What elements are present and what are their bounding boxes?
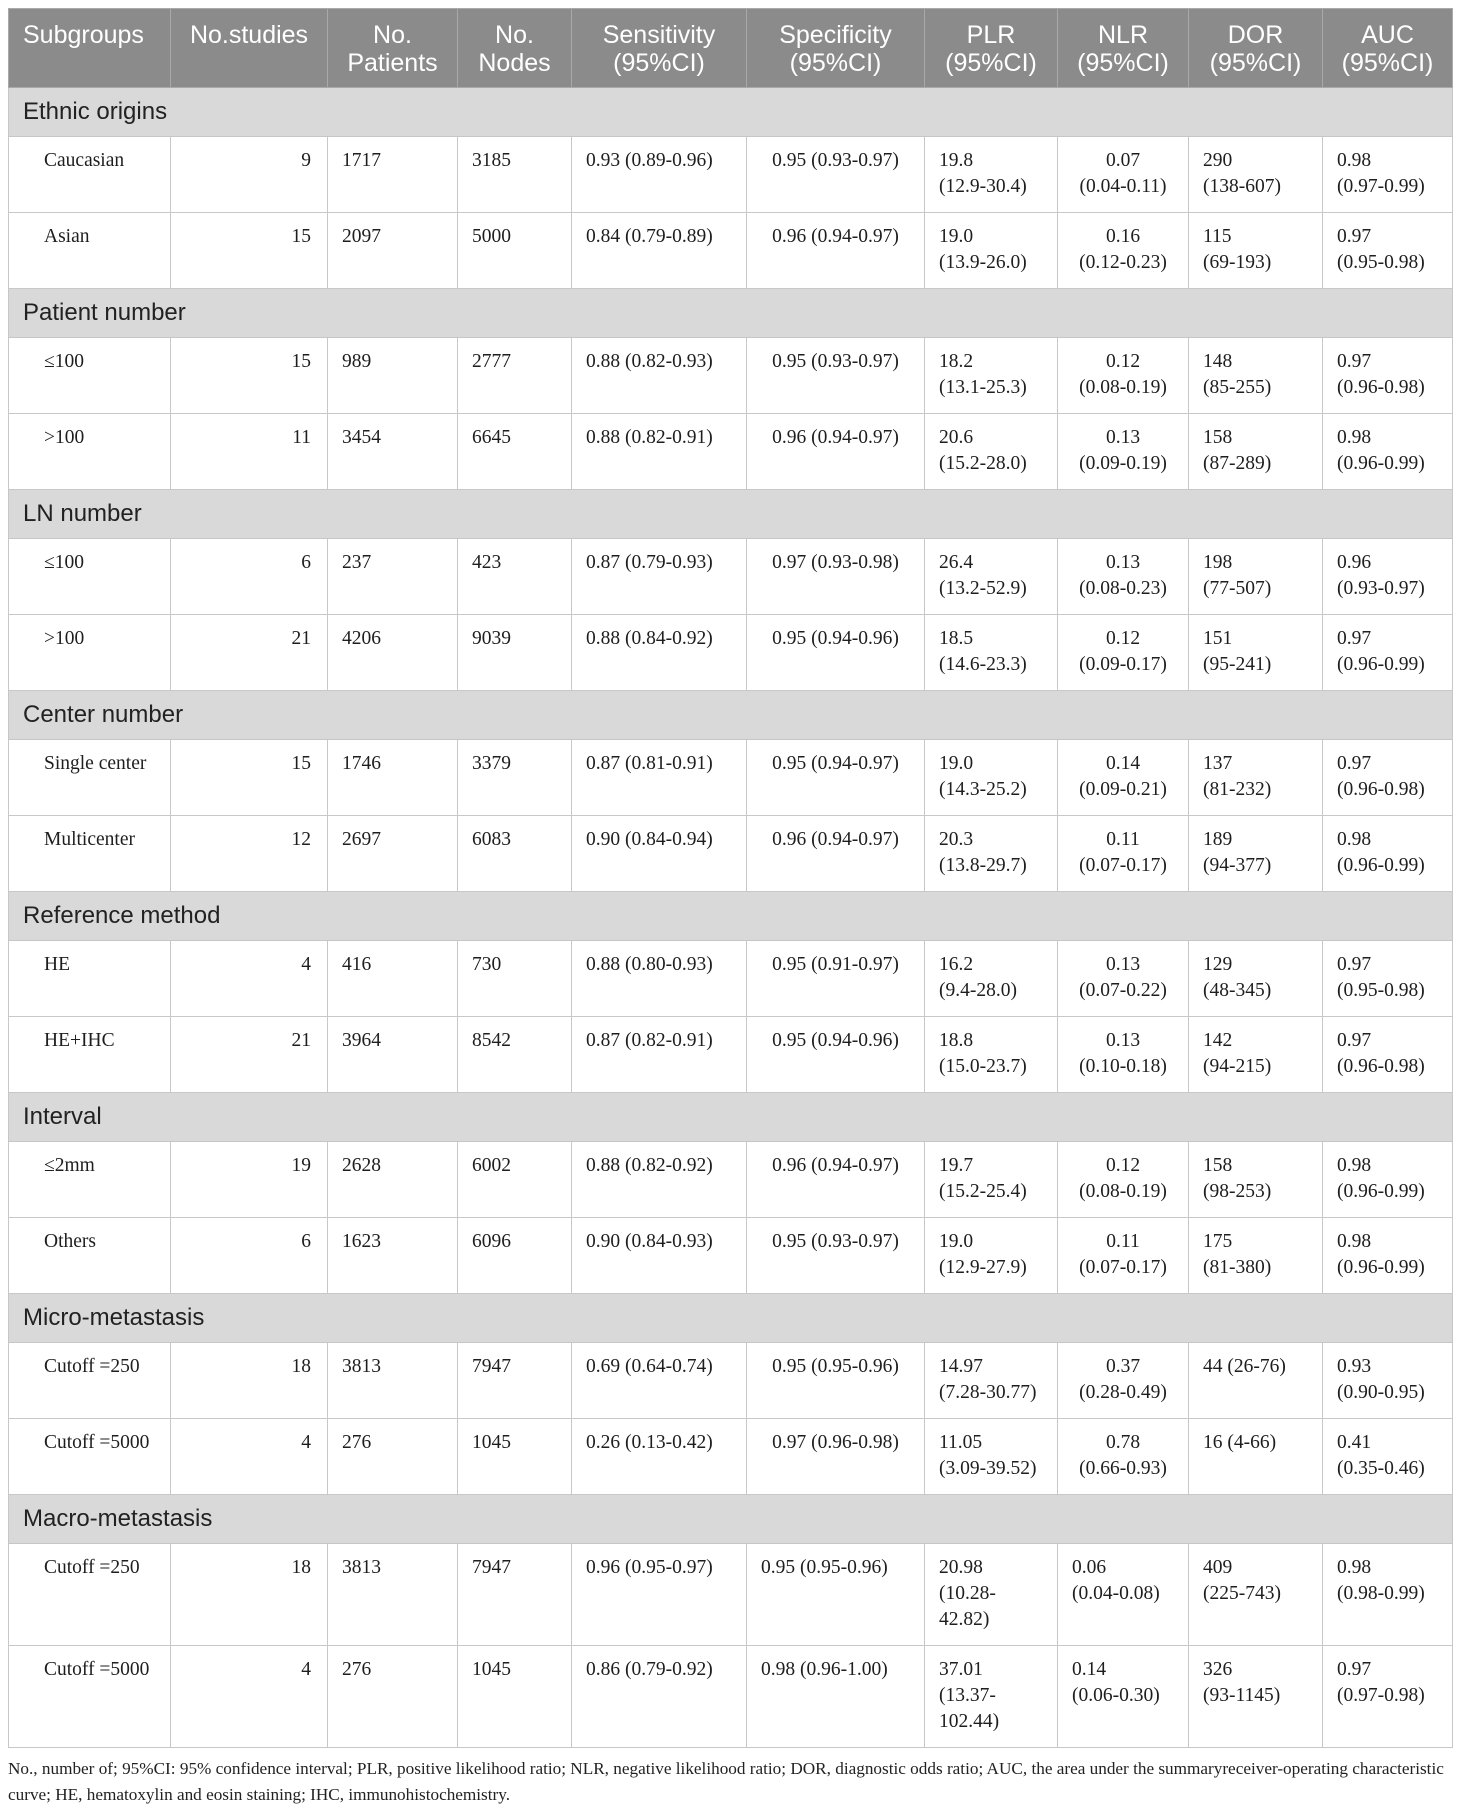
cell-nodes: 5000 [458, 213, 572, 289]
table-row [9, 137, 1453, 213]
cell-specificity: 0.96 (0.94-0.97) [747, 816, 925, 892]
cell-nodes: 6002 [458, 1142, 572, 1218]
section-group [9, 1495, 1453, 1748]
section-header-row [9, 289, 1453, 338]
section-group [9, 289, 1453, 490]
cell-nodes: 1045 [458, 1646, 572, 1748]
cell-specificity: 0.95 (0.93-0.97) [747, 1218, 925, 1294]
cell-dor: 409 (225-743) [1189, 1544, 1323, 1646]
cell-studies: 21 [171, 615, 328, 691]
cell-nodes: 7947 [458, 1544, 572, 1646]
column-header-subgroup: Subgroups [9, 9, 171, 88]
cell-auc: 0.98 (0.98-0.99) [1323, 1544, 1453, 1646]
cell-subgroup: Single center [9, 740, 171, 816]
cell-subgroup: Others [9, 1218, 171, 1294]
cell-dor: 137 (81-232) [1189, 740, 1323, 816]
table-row [9, 213, 1453, 289]
column-header-sensitivity: Sensitivity (95%CI) [572, 9, 747, 88]
cell-subgroup: HE+IHC [9, 1017, 171, 1093]
cell-nlr: 0.12 (0.09-0.17) [1058, 615, 1189, 691]
cell-nlr: 0.78 (0.66-0.93) [1058, 1419, 1189, 1495]
cell-patients: 1623 [328, 1218, 458, 1294]
section-group [9, 1093, 1453, 1294]
cell-nlr: 0.11 (0.07-0.17) [1058, 816, 1189, 892]
section-header-row [9, 691, 1453, 740]
cell-sensitivity: 0.69 (0.64-0.74) [572, 1343, 747, 1419]
cell-sensitivity: 0.88 (0.80-0.93) [572, 941, 747, 1017]
cell-plr: 19.0 (12.9-27.9) [925, 1218, 1058, 1294]
cell-studies: 21 [171, 1017, 328, 1093]
table-row [9, 615, 1453, 691]
section-group [9, 490, 1453, 691]
cell-patients: 276 [328, 1646, 458, 1748]
cell-auc: 0.97 (0.97-0.98) [1323, 1646, 1453, 1748]
cell-studies: 4 [171, 1646, 328, 1748]
cell-specificity: 0.97 (0.93-0.98) [747, 539, 925, 615]
cell-sensitivity: 0.87 (0.82-0.91) [572, 1017, 747, 1093]
table-row [9, 816, 1453, 892]
table-row [9, 740, 1453, 816]
cell-auc: 0.41 (0.35-0.46) [1323, 1419, 1453, 1495]
cell-studies: 15 [171, 740, 328, 816]
table-row [9, 414, 1453, 490]
cell-auc: 0.97 (0.95-0.98) [1323, 213, 1453, 289]
section-header-row [9, 1093, 1453, 1142]
section-group [9, 1294, 1453, 1495]
cell-specificity: 0.96 (0.94-0.97) [747, 1142, 925, 1218]
cell-nodes: 3185 [458, 137, 572, 213]
cell-auc: 0.98 (0.97-0.99) [1323, 137, 1453, 213]
cell-subgroup: HE [9, 941, 171, 1017]
section-group [9, 892, 1453, 1093]
cell-sensitivity: 0.93 (0.89-0.96) [572, 137, 747, 213]
cell-sensitivity: 0.90 (0.84-0.94) [572, 816, 747, 892]
cell-subgroup: Cutoff =250 [9, 1544, 171, 1646]
cell-sensitivity: 0.87 (0.81-0.91) [572, 740, 747, 816]
cell-dor: 189 (94-377) [1189, 816, 1323, 892]
cell-plr: 14.97 (7.28-30.77) [925, 1343, 1058, 1419]
cell-subgroup: ≤100 [9, 338, 171, 414]
section-header-row [9, 88, 1453, 137]
cell-specificity: 0.96 (0.94-0.97) [747, 213, 925, 289]
cell-nlr: 0.13 (0.10-0.18) [1058, 1017, 1189, 1093]
cell-patients: 2628 [328, 1142, 458, 1218]
cell-subgroup: ≤2mm [9, 1142, 171, 1218]
cell-plr: 20.3 (13.8-29.7) [925, 816, 1058, 892]
section-header-row [9, 1294, 1453, 1343]
cell-dor: 142 (94-215) [1189, 1017, 1323, 1093]
cell-patients: 4206 [328, 615, 458, 691]
cell-specificity: 0.95 (0.93-0.97) [747, 137, 925, 213]
table-row [9, 1343, 1453, 1419]
cell-plr: 19.7 (15.2-25.4) [925, 1142, 1058, 1218]
cell-patients: 416 [328, 941, 458, 1017]
column-header-specificity: Specificity (95%CI) [747, 9, 925, 88]
cell-patients: 276 [328, 1419, 458, 1495]
section-header-row [9, 892, 1453, 941]
cell-subgroup: Cutoff =5000 [9, 1419, 171, 1495]
section-title: Micro-metastasis [9, 1294, 1453, 1343]
cell-dor: 115 (69-193) [1189, 213, 1323, 289]
cell-specificity: 0.95 (0.95-0.96) [747, 1544, 925, 1646]
cell-plr: 16.2 (9.4-28.0) [925, 941, 1058, 1017]
cell-nlr: 0.12 (0.08-0.19) [1058, 338, 1189, 414]
cell-nodes: 6645 [458, 414, 572, 490]
section-title: Reference method [9, 892, 1453, 941]
cell-plr: 19.8 (12.9-30.4) [925, 137, 1058, 213]
cell-nodes: 730 [458, 941, 572, 1017]
cell-studies: 4 [171, 1419, 328, 1495]
cell-plr: 20.98 (10.28- 42.82) [925, 1544, 1058, 1646]
cell-patients: 3964 [328, 1017, 458, 1093]
table-row [9, 539, 1453, 615]
cell-dor: 290 (138-607) [1189, 137, 1323, 213]
cell-dor: 158 (87-289) [1189, 414, 1323, 490]
cell-specificity: 0.95 (0.95-0.96) [747, 1343, 925, 1419]
section-title: Macro-metastasis [9, 1495, 1453, 1544]
cell-nlr: 0.11 (0.07-0.17) [1058, 1218, 1189, 1294]
cell-dor: 148 (85-255) [1189, 338, 1323, 414]
cell-nlr: 0.13 (0.09-0.19) [1058, 414, 1189, 490]
cell-nodes: 1045 [458, 1419, 572, 1495]
table-row [9, 1646, 1453, 1748]
cell-plr: 19.0 (14.3-25.2) [925, 740, 1058, 816]
cell-auc: 0.97 (0.96-0.99) [1323, 615, 1453, 691]
cell-subgroup: Cutoff =5000 [9, 1646, 171, 1748]
cell-nlr: 0.37 (0.28-0.49) [1058, 1343, 1189, 1419]
subgroup-analysis-table [8, 8, 1453, 1748]
cell-studies: 18 [171, 1343, 328, 1419]
cell-patients: 1717 [328, 137, 458, 213]
table-header [9, 9, 1453, 88]
cell-nlr: 0.16 (0.12-0.23) [1058, 213, 1189, 289]
cell-nodes: 7947 [458, 1343, 572, 1419]
cell-sensitivity: 0.90 (0.84-0.93) [572, 1218, 747, 1294]
cell-sensitivity: 0.26 (0.13-0.42) [572, 1419, 747, 1495]
cell-dor: 326 (93-1145) [1189, 1646, 1323, 1748]
cell-specificity: 0.95 (0.94-0.97) [747, 740, 925, 816]
cell-sensitivity: 0.88 (0.84-0.92) [572, 615, 747, 691]
cell-nlr: 0.07 (0.04-0.11) [1058, 137, 1189, 213]
cell-subgroup: >100 [9, 414, 171, 490]
cell-specificity: 0.98 (0.96-1.00) [747, 1646, 925, 1748]
cell-sensitivity: 0.87 (0.79-0.93) [572, 539, 747, 615]
column-header-studies: No.studies [171, 9, 328, 88]
cell-plr: 26.4 (13.2-52.9) [925, 539, 1058, 615]
column-header-auc: AUC (95%CI) [1323, 9, 1453, 88]
section-header-row [9, 490, 1453, 539]
cell-plr: 11.05 (3.09-39.52) [925, 1419, 1058, 1495]
table-row [9, 1419, 1453, 1495]
cell-nodes: 6083 [458, 816, 572, 892]
cell-nodes: 423 [458, 539, 572, 615]
header-row [9, 9, 1453, 88]
cell-subgroup: Caucasian [9, 137, 171, 213]
cell-patients: 989 [328, 338, 458, 414]
cell-auc: 0.97 (0.95-0.98) [1323, 941, 1453, 1017]
cell-studies: 11 [171, 414, 328, 490]
table-footnote: No., number of; 95%CI: 95% confidence interval; PLR, positive likelihood ratio; NLR, negative likelihood ratio; DOR, diagnostic odds ratio; AUC, the area under the summaryreceiver-operating characteristic curve; HE, hematoxylin and eosin staining; IHC, immunohistochemistry. [8, 1759, 1444, 1804]
cell-studies: 12 [171, 816, 328, 892]
cell-nlr: 0.13 (0.07-0.22) [1058, 941, 1189, 1017]
cell-auc: 0.98 (0.96-0.99) [1323, 1142, 1453, 1218]
cell-nodes: 9039 [458, 615, 572, 691]
cell-auc: 0.97 (0.96-0.98) [1323, 338, 1453, 414]
cell-dor: 129 (48-345) [1189, 941, 1323, 1017]
cell-dor: 151 (95-241) [1189, 615, 1323, 691]
table-row [9, 338, 1453, 414]
cell-auc: 0.97 (0.96-0.98) [1323, 740, 1453, 816]
column-header-dor: DOR (95%CI) [1189, 9, 1323, 88]
cell-nodes: 6096 [458, 1218, 572, 1294]
section-title: Patient number [9, 289, 1453, 338]
cell-sensitivity: 0.86 (0.79-0.92) [572, 1646, 747, 1748]
table-row [9, 1142, 1453, 1218]
section-title: Interval [9, 1093, 1453, 1142]
cell-auc: 0.96 (0.93-0.97) [1323, 539, 1453, 615]
cell-specificity: 0.95 (0.93-0.97) [747, 338, 925, 414]
cell-plr: 18.8 (15.0-23.7) [925, 1017, 1058, 1093]
cell-nodes: 3379 [458, 740, 572, 816]
cell-nlr: 0.14 (0.09-0.21) [1058, 740, 1189, 816]
cell-plr: 37.01 (13.37- 102.44) [925, 1646, 1058, 1748]
cell-dor: 44 (26-76) [1189, 1343, 1323, 1419]
cell-dor: 198 (77-507) [1189, 539, 1323, 615]
table-row [9, 1218, 1453, 1294]
section-group [9, 691, 1453, 892]
cell-auc: 0.93 (0.90-0.95) [1323, 1343, 1453, 1419]
cell-studies: 6 [171, 1218, 328, 1294]
cell-auc: 0.98 (0.96-0.99) [1323, 816, 1453, 892]
cell-studies: 6 [171, 539, 328, 615]
cell-subgroup: Asian [9, 213, 171, 289]
column-header-nlr: NLR (95%CI) [1058, 9, 1189, 88]
cell-subgroup: ≤100 [9, 539, 171, 615]
cell-studies: 15 [171, 213, 328, 289]
cell-auc: 0.97 (0.96-0.98) [1323, 1017, 1453, 1093]
section-group [9, 88, 1453, 289]
cell-specificity: 0.95 (0.91-0.97) [747, 941, 925, 1017]
cell-nlr: 0.06 (0.04-0.08) [1058, 1544, 1189, 1646]
cell-nlr: 0.13 (0.08-0.23) [1058, 539, 1189, 615]
cell-nlr: 0.14 (0.06-0.30) [1058, 1646, 1189, 1748]
table-row [9, 1017, 1453, 1093]
cell-specificity: 0.95 (0.94-0.96) [747, 615, 925, 691]
cell-auc: 0.98 (0.96-0.99) [1323, 414, 1453, 490]
column-header-plr: PLR (95%CI) [925, 9, 1058, 88]
section-title: Ethnic origins [9, 88, 1453, 137]
cell-patients: 3454 [328, 414, 458, 490]
cell-specificity: 0.95 (0.94-0.96) [747, 1017, 925, 1093]
cell-studies: 15 [171, 338, 328, 414]
cell-specificity: 0.96 (0.94-0.97) [747, 414, 925, 490]
cell-nodes: 2777 [458, 338, 572, 414]
cell-dor: 16 (4-66) [1189, 1419, 1323, 1495]
column-header-patients: No. Patients [328, 9, 458, 88]
cell-sensitivity: 0.84 (0.79-0.89) [572, 213, 747, 289]
column-header-nodes: No. Nodes [458, 9, 572, 88]
cell-dor: 158 (98-253) [1189, 1142, 1323, 1218]
cell-patients: 2097 [328, 213, 458, 289]
cell-specificity: 0.97 (0.96-0.98) [747, 1419, 925, 1495]
cell-nodes: 8542 [458, 1017, 572, 1093]
cell-subgroup: >100 [9, 615, 171, 691]
table-row [9, 941, 1453, 1017]
cell-sensitivity: 0.88 (0.82-0.92) [572, 1142, 747, 1218]
cell-patients: 2697 [328, 816, 458, 892]
cell-sensitivity: 0.88 (0.82-0.93) [572, 338, 747, 414]
cell-studies: 9 [171, 137, 328, 213]
cell-plr: 20.6 (15.2-28.0) [925, 414, 1058, 490]
cell-sensitivity: 0.88 (0.82-0.91) [572, 414, 747, 490]
cell-subgroup: Multicenter [9, 816, 171, 892]
section-header-row [9, 1495, 1453, 1544]
cell-subgroup: Cutoff =250 [9, 1343, 171, 1419]
cell-plr: 19.0 (13.9-26.0) [925, 213, 1058, 289]
cell-auc: 0.98 (0.96-0.99) [1323, 1218, 1453, 1294]
cell-studies: 19 [171, 1142, 328, 1218]
cell-patients: 3813 [328, 1343, 458, 1419]
cell-patients: 1746 [328, 740, 458, 816]
table-row [9, 1544, 1453, 1646]
section-title: LN number [9, 490, 1453, 539]
cell-dor: 175 (81-380) [1189, 1218, 1323, 1294]
cell-studies: 18 [171, 1544, 328, 1646]
cell-plr: 18.2 (13.1-25.3) [925, 338, 1058, 414]
cell-patients: 3813 [328, 1544, 458, 1646]
section-title: Center number [9, 691, 1453, 740]
cell-nlr: 0.12 (0.08-0.19) [1058, 1142, 1189, 1218]
cell-plr: 18.5 (14.6-23.3) [925, 615, 1058, 691]
cell-studies: 4 [171, 941, 328, 1017]
cell-patients: 237 [328, 539, 458, 615]
cell-sensitivity: 0.96 (0.95-0.97) [572, 1544, 747, 1646]
